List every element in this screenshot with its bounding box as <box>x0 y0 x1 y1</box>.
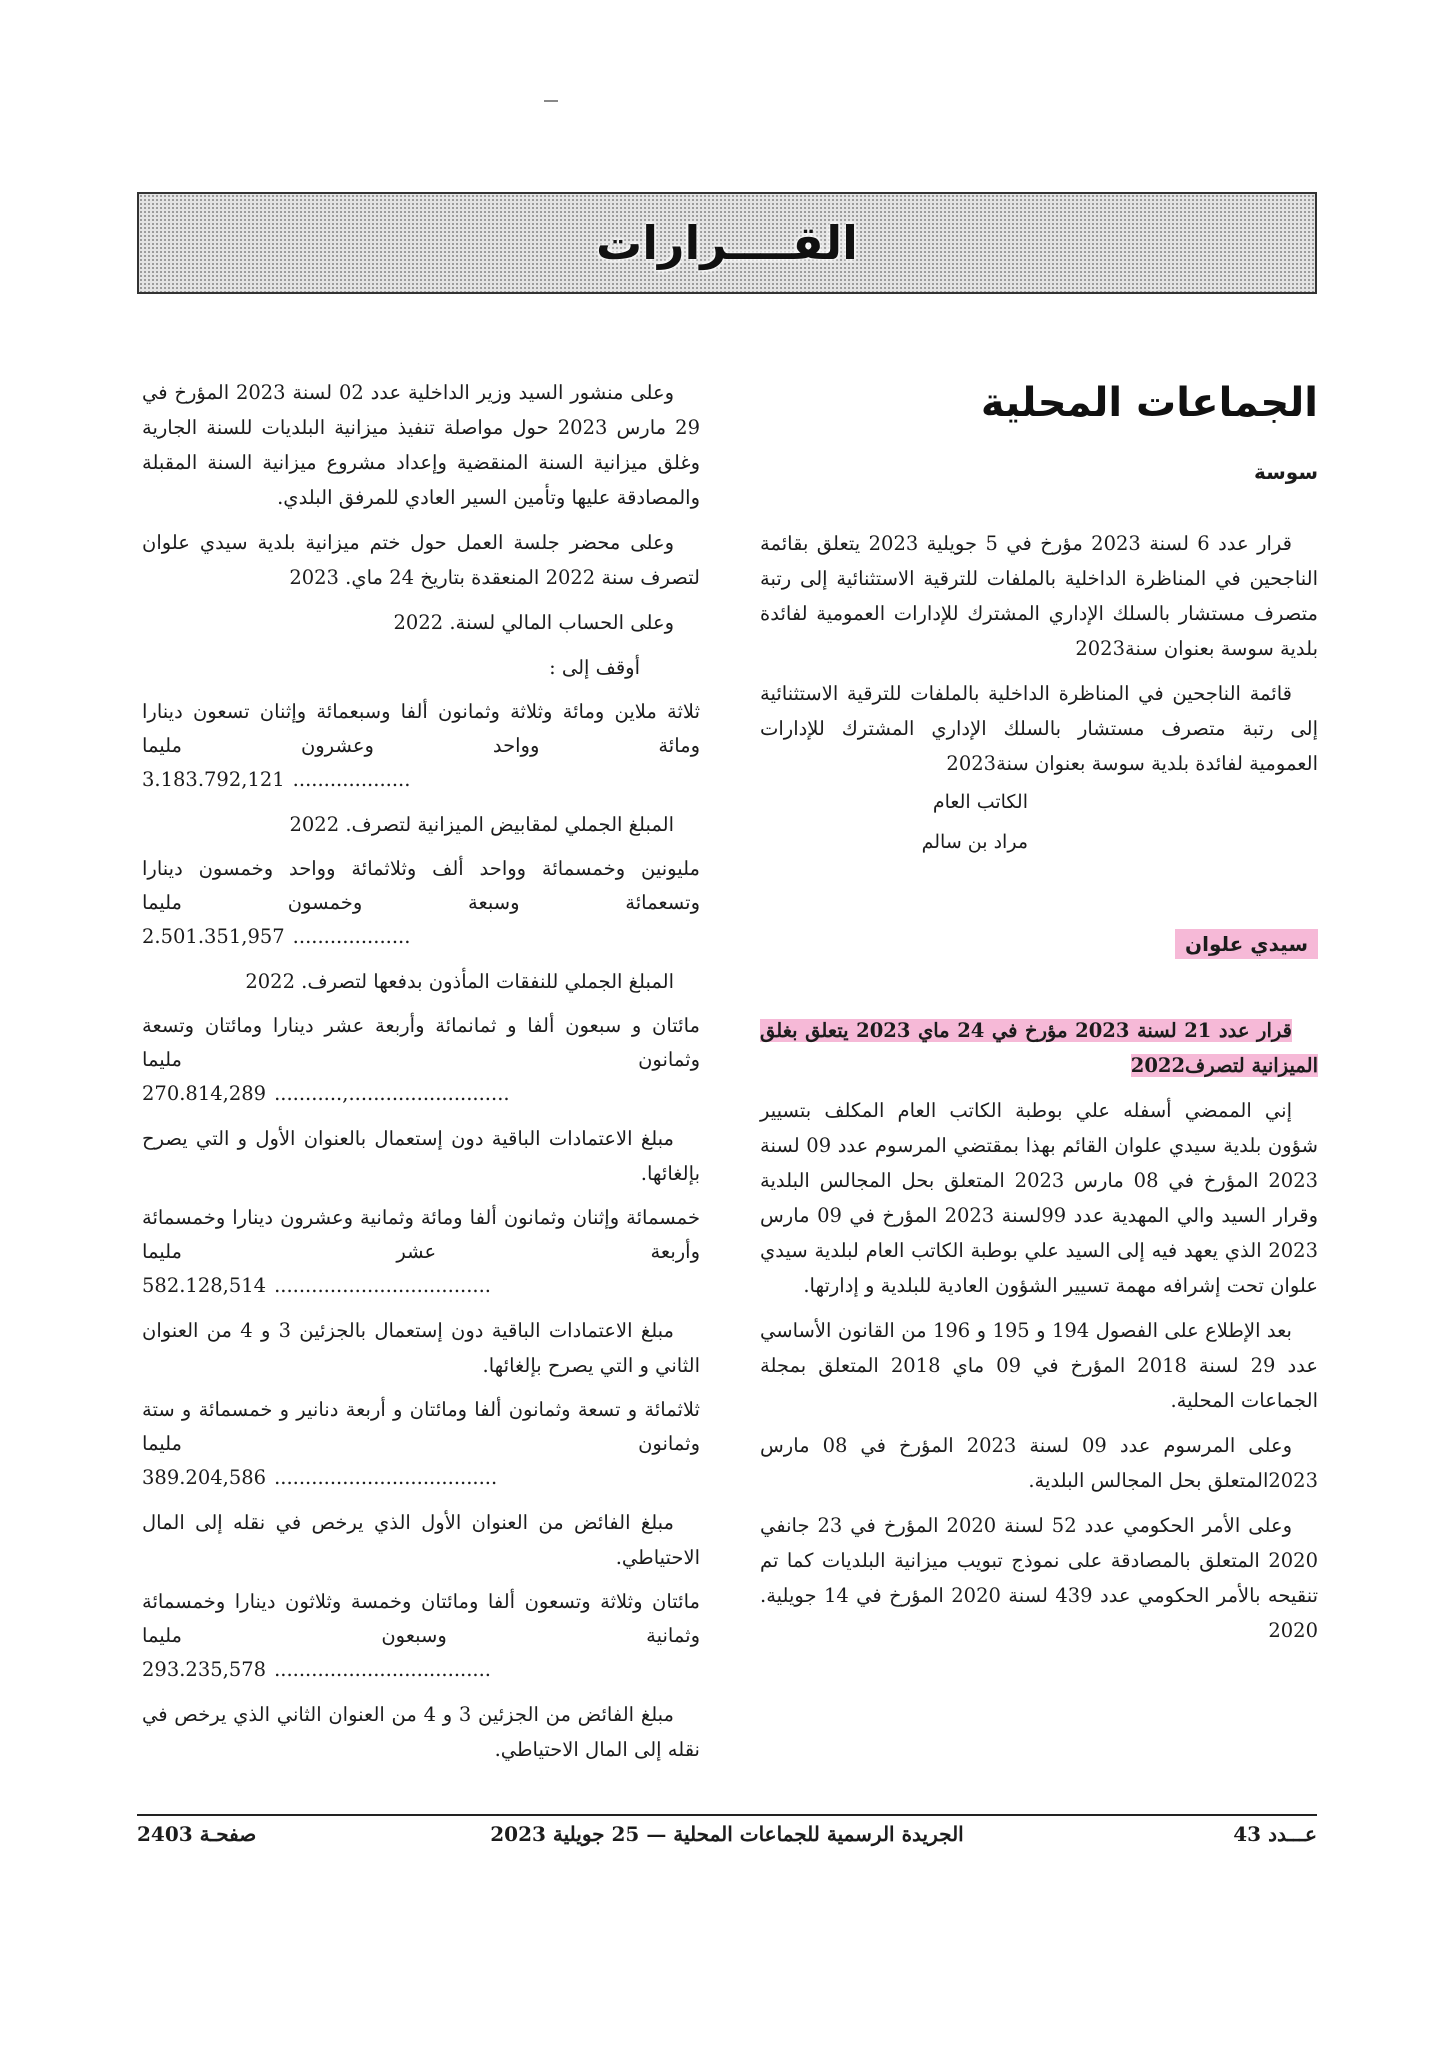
amount-line <box>142 763 700 797</box>
amount-line <box>142 1269 700 1303</box>
amount-words: مائتان وثلاثة وتسعون ألفا ومائتان وخمسة وثلاثون دينارا وخمسمائة وثمانية وسبعون مليما <box>142 1590 700 1647</box>
amount-dots: .................................... <box>274 1466 498 1489</box>
sousse-decree-body: قائمة الناجحين في المناظرة الداخلية بالملفات للترقية الاستثنائية إلى رتبة متصرف مستشار بالسلك الإداري المشترك للإدارات العمومية لفائدة بلدية سوسة بعنوان سنة2023 <box>760 682 1318 775</box>
page-mark <box>544 100 558 102</box>
page-footer <box>137 1822 1317 1862</box>
decree-paragraph: بعد الإطلاع على الفصول 194 و 195 و 196 من القانون الأساسي عدد 29 لسنة 2018 المؤرخ في 09 ماي 2018 المتعلق بمجلة الجماعات المحلية. <box>760 1319 1318 1412</box>
decided-label: أوقف إلى : <box>549 656 640 679</box>
amount-words: ثلاثة ملاين ومائة وثلاثة وثمانون ألفا وسبعمائة وإثنان تسعون دينارا ومائة وواحد وعشرون مليما <box>142 700 700 757</box>
amount-words: ثلاثمائة و تسعة وثمانون ألفا ومائتان و أربعة دنانير و خمسمائة و ستة وثمانون مليما <box>142 1398 700 1455</box>
section-banner <box>137 192 1317 294</box>
amount-words: مليونين وخمسمائة وواحد ألف وثلاثمائة وواحد وخمسون دينارا وتسعمائة وسبعة وخمسون مليما <box>142 857 700 914</box>
amount-value: 2.501.351,957 <box>142 925 285 948</box>
amount-dots: ................................... <box>274 1274 492 1297</box>
sousse-decree-title: قرار عدد 6 لسنة 2023 مؤرخ في 5 جويلية 2023 يتعلق بقائمة الناجحين في المناظرة الداخلية بالملفات للترقية الاستثنائية إلى رتبة متصرف مستشار بالسلك الإداري المشترك للإدارات العمومية لفائدة بلدية سوسة بعنوان سنة2023 <box>760 532 1318 660</box>
amount-value: 293.235,578 <box>142 1658 267 1681</box>
banner-title: القــــرارات <box>596 216 858 270</box>
decree-paragraph: وعلى الأمر الحكومي عدد 52 لسنة 2020 المؤرخ في 23 جانفي 2020 المتعلق بالمصادقة على نموذج تبويب ميزانية البلديات كما تم تنقيحه بالأمر الحكومي عدد 439 لسنة 2020 المؤرخ في 14 جويلية. 2020 <box>760 1514 1319 1642</box>
sidi-alouane-decree-title <box>760 1013 1318 1083</box>
amount-value: 582.128,514 <box>142 1274 267 1297</box>
amount-label: مبلغ الفائض من العنوان الأول الذي يرخص في نقله إلى المال الاحتياطي. <box>142 1511 700 1569</box>
section-title: الجماعات المحلية <box>980 380 1318 426</box>
amount-label: المبلغ الجملي لمقابيض الميزانية لتصرف. 2022 <box>289 813 674 836</box>
amount-line <box>142 1461 700 1495</box>
publication-name: الجريدة الرسمية للجماعات المحلية — 25 جويلية 2023 <box>490 1822 964 1846</box>
amount-value: 270.814,289 <box>142 1082 267 1105</box>
footer-rule <box>137 1814 1317 1816</box>
amount-label: مبلغ الاعتمادات الباقية دون إستعمال بالعنوان الأول و التي يصرح بإلغائها. <box>142 1127 700 1185</box>
decree-paragraph: وعلى منشور السيد وزير الداخلية عدد 02 لسنة 2023 المؤرخ في 29 مارس 2023 حول مواصلة تنفيذ ميزانية البلديات للسنة الجارية وغلق ميزانية السنة المنقضية وإعداد مشروع ميزانية السنة المقبلة والمصادقة عليها وتأمين السير العادي للمرفق البلدي. <box>142 381 700 509</box>
amount-dots: ................... <box>292 925 411 948</box>
signatory-name: مراد بن سالم <box>921 831 1028 853</box>
decree-title-highlight: قرار عدد 21 لسنة 2023 مؤرخ في 24 ماي 2023 يتعلق بغلق الميزانية لتصرف2022 <box>760 1019 1318 1077</box>
amount-value: 389.204,586 <box>142 1466 267 1489</box>
sousse-heading: سوسة <box>1253 460 1318 484</box>
amount-value: 3.183.792,121 <box>142 768 285 791</box>
page-number: صفحـة 2403 <box>137 1822 257 1846</box>
amounts-list <box>142 695 700 1767</box>
issue-number: عـــدد 43 <box>1233 1822 1317 1846</box>
amount-line <box>142 920 700 954</box>
amount-line <box>142 1653 700 1687</box>
amount-label: مبلغ الفائض من الجزئين 3 و 4 من العنوان الثاني الذي يرخص في نقله إلى المال الاحتياطي. <box>142 1703 700 1761</box>
amount-dots: ................... <box>292 768 411 791</box>
left-column <box>142 375 700 1777</box>
signatory-title: الكاتب العام <box>932 791 1028 813</box>
amount-dots: ................................... <box>274 1658 492 1681</box>
amount-line <box>142 1077 700 1111</box>
decree-paragraph: إني الممضي أسفله علي بوطبة الكاتب العام المكلف بتسيير شؤون بلدية سيدي علوان القائم بهذا بمقتضي المرسوم عدد 09 لسنة 2023 المؤرخ في 08 مارس 2023 المتعلق بحل المجالس البلدية وقرار السيد والي المهدية عدد 99لسنة 2023 المؤرخ في 09 مارس 2023 الذي يعهد فيه إلى السيد علي بوطبة الكاتب العام لبلدية سيدي علوان تحت إشرافه مهمة تسيير الشؤون العادية للبلدية و إدارتها. <box>760 1099 1319 1297</box>
amount-words: مائتان و سبعون ألفا و ثمانمائة وأربعة عشر دينارا ومائتان وتسعة وثمانون مليما <box>142 1014 700 1071</box>
amount-label: المبلغ الجملي للنفقات المأذون بدفعها لتصرف. 2022 <box>245 970 674 993</box>
right-column <box>760 370 1318 1658</box>
amount-dots: ...........,.......................... <box>274 1082 510 1105</box>
amount-label: مبلغ الاعتمادات الباقية دون إستعمال بالجزئين 3 و 4 من العنوان الثاني و التي يصرح بإلغائها. <box>142 1319 700 1377</box>
decree-paragraph: وعلى الحساب المالي لسنة. 2022 <box>393 611 674 634</box>
decree-paragraph: وعلى المرسوم عدد 09 لسنة 2023 المؤرخ في 08 مارس 2023المتعلق بحل المجالس البلدية. <box>760 1434 1318 1492</box>
decree-paragraph: وعلى محضر جلسة العمل حول ختم ميزانية بلدية سيدي علوان لتصرف سنة 2022 المنعقدة بتاريخ 24 ماي. 2023 <box>142 531 700 589</box>
sidi-alouane-heading: سيدي علوان <box>1175 929 1318 959</box>
amount-words: خمسمائة وإثنان وثمانون ألفا ومائة وثمانية وعشرون دينارا وخمسمائة وأربعة عشر مليما <box>142 1206 700 1263</box>
